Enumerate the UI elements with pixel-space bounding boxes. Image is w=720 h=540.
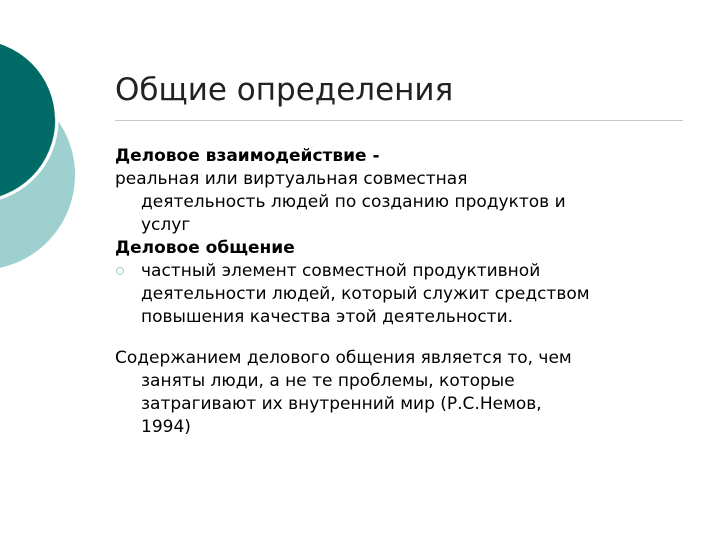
slide-body — [115, 145, 695, 439]
quote-line: 1994) — [141, 417, 191, 437]
decorative-circles — [0, 0, 120, 300]
definition-line: деятельности людей, который служит средством — [141, 284, 590, 304]
definition-line: частный элемент совместной продуктивной — [141, 261, 541, 281]
title-divider — [115, 120, 683, 121]
definition-line: повышения качества этой деятельности. — [141, 307, 514, 327]
quote-line: Содержанием делового общения является то, чем — [115, 348, 572, 368]
term-business-communication: Деловое общение — [115, 238, 295, 258]
quote-line: заняты люди, а не те проблемы, которые — [141, 371, 515, 391]
circle-bullet-icon — [116, 267, 124, 275]
slide-title: Общие определения — [115, 72, 454, 108]
term-business-interaction: Деловое взаимодействие - — [115, 146, 380, 166]
definition-line: услуг — [141, 215, 191, 235]
definition-line: реальная или виртуальная совместная — [115, 169, 468, 189]
spacer — [115, 329, 695, 347]
quote-line: затрагивают их внутренний мир (Р.С.Немов, — [141, 394, 542, 414]
definition-line: деятельность людей по созданию продуктов и — [141, 192, 566, 212]
bullet-item — [115, 260, 695, 283]
